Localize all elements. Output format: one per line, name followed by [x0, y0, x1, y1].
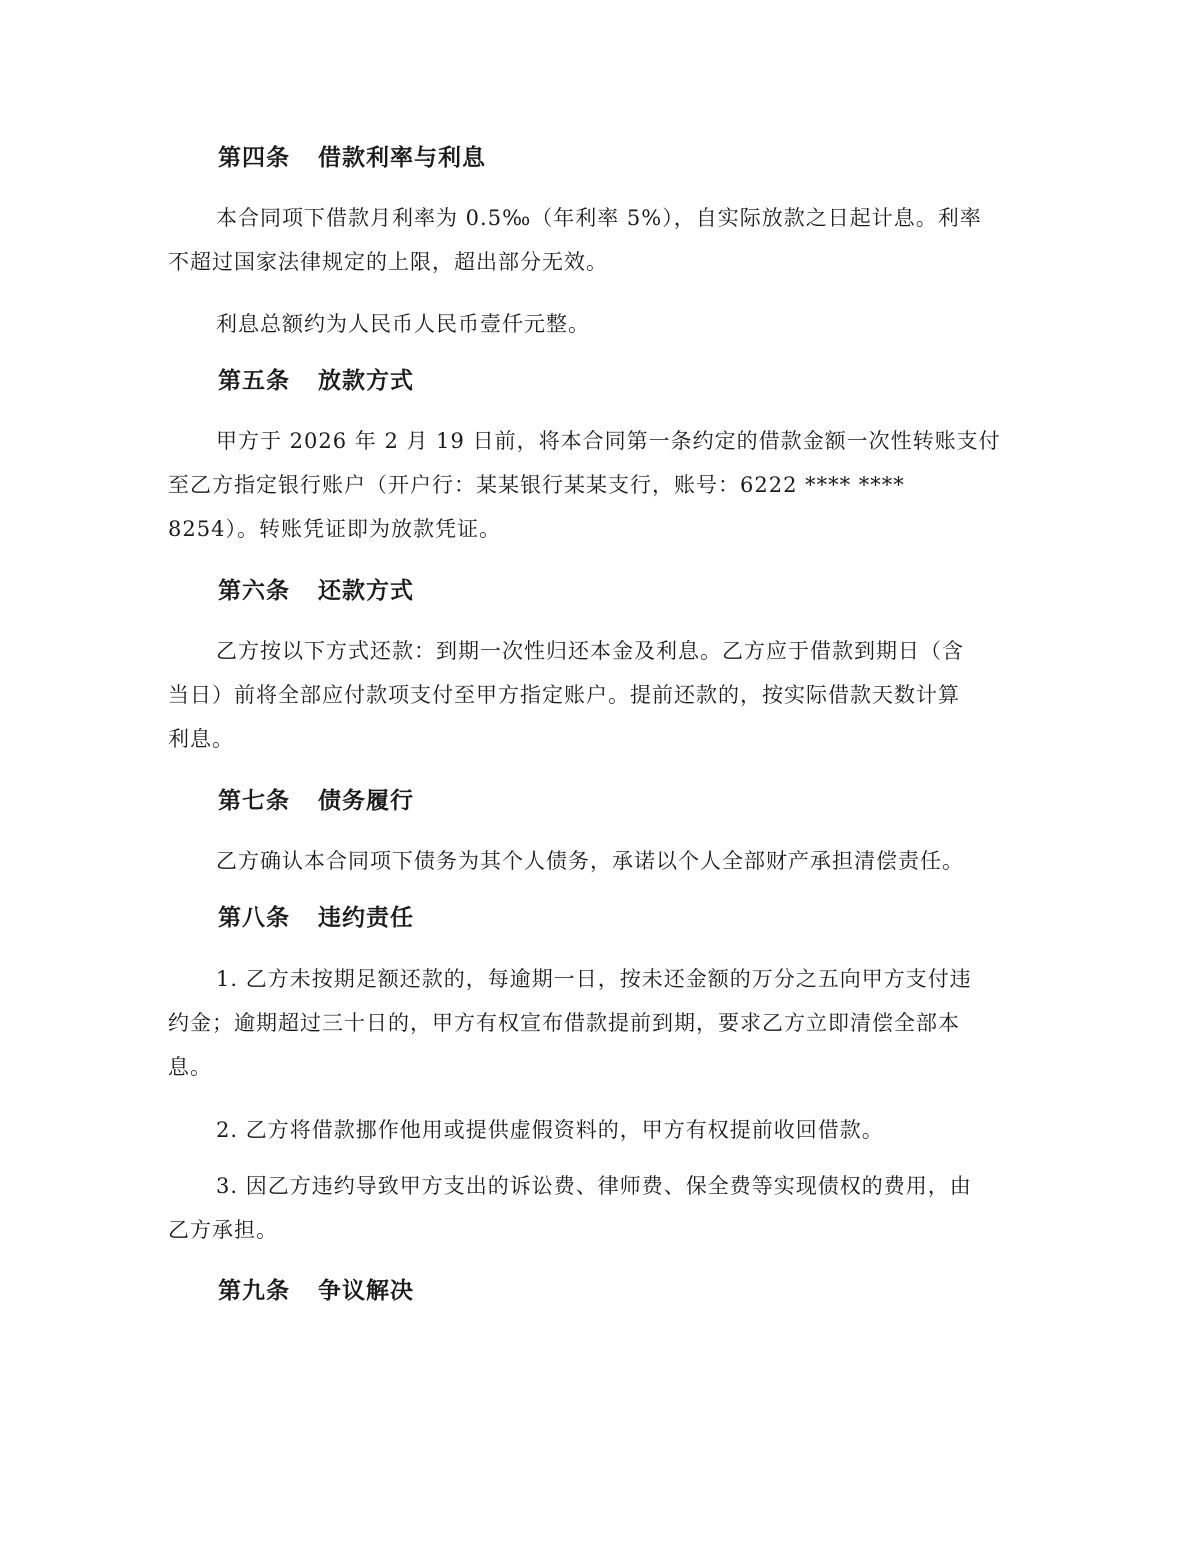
section-heading-8 [168, 903, 1078, 933]
paragraph-line: 约金；逾期超过三十日的，甲方有权宣布借款提前到期，要求乙方立即清偿全部本 [168, 1011, 960, 1035]
paragraph-line: 利息总额约为人民币人民币壹仟元整。 [216, 312, 590, 336]
section-title: 违约责任 [318, 905, 414, 931]
paragraph [168, 302, 1028, 346]
paragraph [168, 1108, 1028, 1152]
paragraph-line: 1. 乙方未按期足额还款的，每逾期一日，按未还金额的万分之五向甲方支付违 [216, 967, 972, 991]
paragraph-line: 至乙方指定银行账户（开户行：某某银行某某支行，账号：6222 **** **** [168, 473, 905, 497]
section-heading-9 [168, 1276, 1078, 1306]
section-title: 借款利率与利息 [318, 145, 486, 171]
paragraph-line: 乙方承担。 [168, 1218, 278, 1242]
paragraph-line: 当日）前将全部应付款项支付至甲方指定账户。提前还款的，按实际借款天数计算 [168, 683, 960, 707]
section-title: 放款方式 [318, 368, 414, 394]
section-number: 第六条 [218, 578, 290, 604]
paragraph-line: 甲方于 2026 年 2 月 19 日前，将本合同第一条约定的借款金额一次性转账支付 [216, 429, 1001, 453]
paragraph-line: 3. 因乙方违约导致甲方支出的诉讼费、律师费、保全费等实现债权的费用，由 [216, 1174, 972, 1198]
section-number: 第八条 [218, 905, 290, 931]
section-title: 债务履行 [318, 788, 414, 814]
section-heading-4 [168, 143, 1078, 173]
paragraph-line: 不超过国家法律规定的上限，超出部分无效。 [168, 250, 608, 274]
section-number: 第五条 [218, 368, 290, 394]
paragraph-line: 8254）。转账凭证即为放款凭证。 [168, 517, 501, 541]
paragraph [168, 839, 1028, 883]
section-number: 第七条 [218, 788, 290, 814]
section-heading-6 [168, 576, 1078, 606]
section-title: 还款方式 [318, 578, 414, 604]
section-heading-5 [168, 366, 1078, 396]
paragraph-line: 乙方确认本合同项下债务为其个人债务，承诺以个人全部财产承担清偿责任。 [216, 849, 964, 873]
paragraph [168, 1164, 1028, 1252]
paragraph-line: 息。 [168, 1055, 212, 1079]
section-heading-7 [168, 786, 1078, 816]
paragraph [168, 196, 1028, 284]
paragraph-line: 本合同项下借款月利率为 0.5‰（年利率 5%），自实际放款之日起计息。利率 [216, 206, 982, 230]
paragraph [168, 419, 1028, 551]
paragraph [168, 629, 1028, 761]
section-number: 第九条 [218, 1278, 290, 1304]
paragraph-line: 2. 乙方将借款挪作他用或提供虚假资料的，甲方有权提前收回借款。 [216, 1118, 884, 1142]
paragraph [168, 957, 1028, 1089]
paragraph-line: 乙方按以下方式还款：到期一次性归还本金及利息。乙方应于借款到期日（含 [216, 639, 964, 663]
paragraph-line: 利息。 [168, 727, 234, 751]
section-number: 第四条 [218, 145, 290, 171]
section-title: 争议解决 [318, 1278, 414, 1304]
